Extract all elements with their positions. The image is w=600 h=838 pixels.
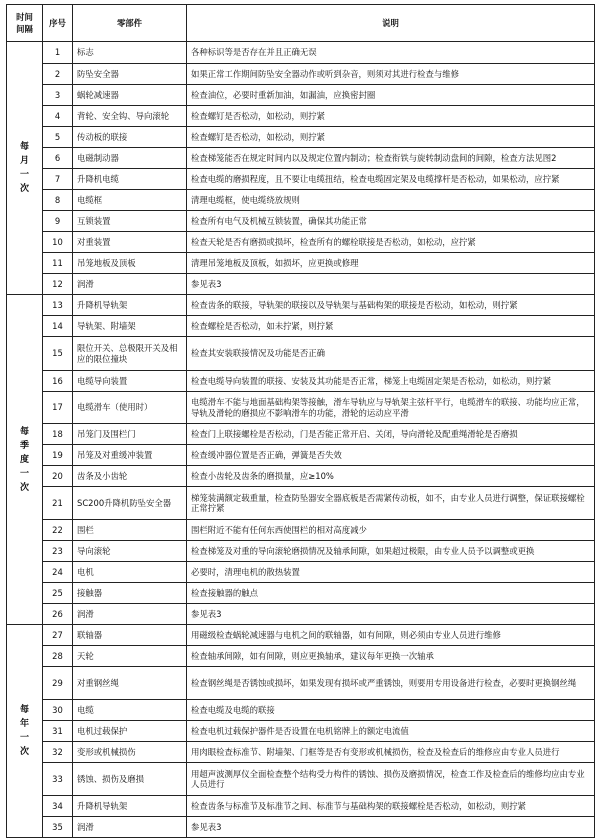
part-name: 电缆框 [73,190,187,211]
row-number: 6 [43,148,73,169]
table-row [7,371,595,392]
row-number: 34 [43,796,73,817]
table-row [7,625,595,646]
part-name: 标志 [73,42,187,64]
period-label: 每月一次 [19,142,29,194]
table-row [7,253,595,274]
row-description: 各种标识等是否存在并且正确无误 [187,42,595,64]
table-row [7,424,595,445]
row-number: 32 [43,742,73,763]
part-name: 升降机导轨架 [73,796,187,817]
table-row [7,466,595,487]
table-row [7,646,595,667]
row-number: 24 [43,562,73,583]
row-number: 8 [43,190,73,211]
row-number: 30 [43,700,73,721]
part-name: 润滑 [73,274,187,295]
part-name: 蜗轮减速器 [73,85,187,106]
row-number: 14 [43,316,73,337]
table-row [7,721,595,742]
part-name: 电磁制动器 [73,148,187,169]
table-row [7,796,595,817]
maintenance-table [6,4,595,838]
row-number: 5 [43,127,73,148]
part-name: 导向滚轮 [73,541,187,562]
table-header-row [7,5,595,42]
table-row [7,392,595,424]
part-name: 变形或机械损伤 [73,742,187,763]
row-description: 检查齿条与标准节及标准节之间、标准节与基础构架的联接螺栓是否松动，如松动，则拧紧 [187,796,595,817]
table-row [7,541,595,562]
part-name: 接触器 [73,583,187,604]
row-description: 参见表3 [187,604,595,625]
row-description: 检查其安装联接情况及功能是否正确 [187,337,595,371]
table-row [7,85,595,106]
table-row [7,817,595,838]
row-number: 2 [43,64,73,85]
row-description: 检查天轮是否有磨损或损坏，检查所有的螺栓联接是否松动，如松动，应拧紧 [187,232,595,253]
row-description: 检查缓冲器位置是否正确，弹簧是否失效 [187,445,595,466]
part-name: 防坠安全器 [73,64,187,85]
row-description: 用超声波测厚仪全面检查整个结构受力构件的锈蚀、损伤及磨损情况，检查工作及检查后的维修均应由专业人员进行 [187,763,595,796]
row-number: 17 [43,392,73,424]
header-part: 零部件 [73,5,187,42]
part-name: 联轴器 [73,625,187,646]
row-description: 检查接触器的触点 [187,583,595,604]
part-name: 电缆 [73,700,187,721]
row-description: 检查梯笼及对重的导向滚轮磨损情况及轴承间隙，如果超过极限，由专业人员予以调整或更换 [187,541,595,562]
part-name: 润滑 [73,604,187,625]
part-name: 天轮 [73,646,187,667]
table-row [7,604,595,625]
row-description: 用肉眼检查标准节、附墙架、门框等是否有变形或机械损伤，检查及检查后的维修应由专业人员进行 [187,742,595,763]
row-description: 检查电机过载保护器件是否设置在电机铭牌上的额定电流值 [187,721,595,742]
row-number: 12 [43,274,73,295]
row-number: 28 [43,646,73,667]
part-name: 传动板的联接 [73,127,187,148]
table-row [7,106,595,127]
row-description: 检查钢丝绳是否锈蚀或损坏，如果发现有损坏或严重锈蚀，则要用专用设备进行检查，必要时更换钢丝绳 [187,667,595,700]
row-number: 4 [43,106,73,127]
row-number: 27 [43,625,73,646]
row-description: 检查所有电气及机械互锁装置，确保其功能正常 [187,211,595,232]
table-row [7,232,595,253]
row-number: 20 [43,466,73,487]
row-description: 检查门上联接螺栓是否松动，门是否能正常开启、关闭，导向滑轮及配重绳滑轮是否磨损 [187,424,595,445]
part-name: 限位开关、总极限开关及相应的限位撞块 [73,337,187,371]
row-description: 检查螺栓是否松动，如未拧紧，则拧紧 [187,316,595,337]
row-description: 检查螺钉是否松动，如松动，则拧紧 [187,127,595,148]
part-name: 互锁装置 [73,211,187,232]
row-number: 21 [43,487,73,520]
row-description: 检查螺钉是否松动，如松动，则拧紧 [187,106,595,127]
row-description: 检查梯笼能否在规定时间内以及规定位置内制动；检查衔铁与旋转制动盘间的间隙，检查方法见图2 [187,148,595,169]
part-name: 齿条及小齿轮 [73,466,187,487]
row-description: 必要时，清理电机的散热装置 [187,562,595,583]
row-number: 29 [43,667,73,700]
part-name: 导轨架、附墙架 [73,316,187,337]
table-row [7,127,595,148]
table-row [7,190,595,211]
row-number: 10 [43,232,73,253]
row-description: 检查油位，必要时重新加油，如漏油，应换密封圈 [187,85,595,106]
header-description: 说明 [187,5,595,42]
part-name: 对重钢丝绳 [73,667,187,700]
period-cell [7,295,43,625]
row-description: 用磁级检查蜗轮减速器与电机之间的联轴器，如有间隙，则必须由专业人员进行维修 [187,625,595,646]
row-description: 梯笼装满额定载重量，检查防坠器安全器底板是否需紧传动板，如不，由专业人员进行调整，保证联接螺栓正常拧紧 [187,487,595,520]
table-row [7,42,595,64]
row-number: 13 [43,295,73,316]
period-label: 每季度一次 [19,426,29,493]
table-row [7,64,595,85]
row-number: 26 [43,604,73,625]
row-description: 参见表3 [187,274,595,295]
header-index: 序号 [43,5,73,42]
row-number: 23 [43,541,73,562]
part-name: 电机过载保护 [73,721,187,742]
part-name: 升降机电缆 [73,169,187,190]
row-number: 19 [43,445,73,466]
part-name: 背轮、安全钩、导向滚轮 [73,106,187,127]
row-number: 35 [43,817,73,838]
row-description: 检查齿条的联接，导轨架的联接以及导轨架与基础构架的联接是否松动，如松动，则拧紧 [187,295,595,316]
row-description: 电缆滑车不能与地面基础构架等接触，滑车导轨应与导轨架主弦杆平行，电缆滑车的联接、功能均应正常，导轨及滑轮的磨损应不影响滑车的功能，滑轮的运动应平滑 [187,392,595,424]
table-row [7,763,595,796]
table-row [7,148,595,169]
row-number: 25 [43,583,73,604]
table-row [7,667,595,700]
part-name: 对重装置 [73,232,187,253]
part-name: SC200升降机防坠安全器 [73,487,187,520]
row-number: 11 [43,253,73,274]
table-row [7,295,595,316]
table-row [7,487,595,520]
part-name: 电机 [73,562,187,583]
part-name: 吊笼地板及顶板 [73,253,187,274]
part-name: 围栏 [73,520,187,541]
row-description: 围栏附近不能有任何东西使围栏的相对高度减少 [187,520,595,541]
table-row [7,445,595,466]
table-row [7,274,595,295]
period-label: 每年一次 [19,705,29,757]
row-number: 7 [43,169,73,190]
row-description: 检查电缆及电缆的联接 [187,700,595,721]
row-description: 如果正常工作期间防坠安全器动作或听到杂音，则须对其进行检查与维修 [187,64,595,85]
row-number: 33 [43,763,73,796]
period-cell [7,625,43,838]
part-name: 吊笼及对重缓冲装置 [73,445,187,466]
row-number: 22 [43,520,73,541]
row-description: 检查轴承间隙，如有间隙，则应更换轴承，建议每年更换一次轴承 [187,646,595,667]
table-row [7,169,595,190]
table-row [7,211,595,232]
part-name: 升降机导轨架 [73,295,187,316]
part-name: 吊笼门及围栏门 [73,424,187,445]
table-row [7,337,595,371]
part-name: 锈蚀、损伤及磨损 [73,763,187,796]
row-description: 清理吊笼地板及顶板，如损坏，应更换或修理 [187,253,595,274]
part-name: 润滑 [73,817,187,838]
row-number: 3 [43,85,73,106]
row-number: 9 [43,211,73,232]
table-row [7,700,595,721]
table-row [7,742,595,763]
row-description: 参见表3 [187,817,595,838]
table-row [7,583,595,604]
row-description: 清理电缆框，使电缆绕放规则 [187,190,595,211]
table-row [7,562,595,583]
row-number: 31 [43,721,73,742]
row-number: 15 [43,337,73,371]
row-number: 1 [43,42,73,64]
header-period: 时间间隔 [7,5,43,42]
row-description: 检查小齿轮及齿条的磨损量，应≥10% [187,466,595,487]
table-row [7,316,595,337]
table-body [7,42,595,838]
period-cell [7,42,43,295]
row-description: 检查电缆导向装置的联接、安装及其功能是否正常，梯笼上电缆固定架是否松动，如松动，则拧紧 [187,371,595,392]
row-number: 18 [43,424,73,445]
part-name: 电缆导向装置 [73,371,187,392]
part-name: 电缆滑车（使用时） [73,392,187,424]
row-number: 16 [43,371,73,392]
row-description: 检查电缆的磨损程度，且不要让电缆扭结，检查电缆固定架及电缆撑杆是否松动，如果松动，应拧紧 [187,169,595,190]
table-row [7,520,595,541]
